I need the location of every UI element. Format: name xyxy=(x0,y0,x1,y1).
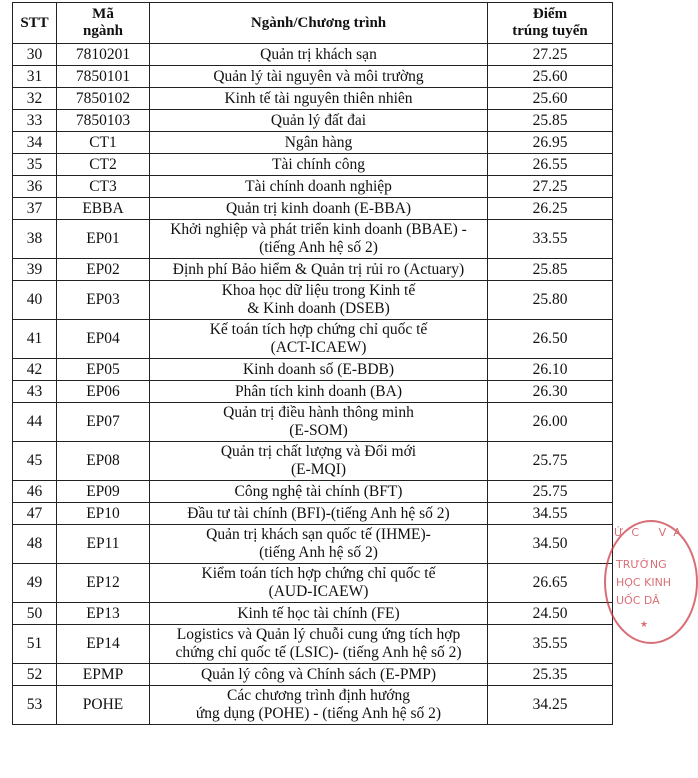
program-name-line: Khởi nghiệp và phát triển kinh doanh (BBAE) - xyxy=(170,221,467,238)
program-name-line: Quản trị khách sạn xyxy=(260,45,377,63)
program-name-line: Quản lý tài nguyên và môi trường xyxy=(213,67,424,85)
cell-stt: 32 xyxy=(13,88,57,110)
cell-code: 7810201 xyxy=(57,44,150,66)
table-row xyxy=(13,359,613,381)
program-name-line: Quản trị kinh doanh (E-BBA) xyxy=(225,199,412,217)
table-row xyxy=(13,442,613,481)
table-row xyxy=(13,503,613,525)
cell-code: EBBA xyxy=(57,198,150,220)
cell-code: EP01 xyxy=(57,220,150,259)
table-row xyxy=(13,88,613,110)
cell-program-name xyxy=(150,198,488,220)
cell-program-name xyxy=(150,259,488,281)
program-name-line: (ACT-ICAEW) xyxy=(270,339,367,356)
cell-program-name xyxy=(150,481,488,503)
cell-score: 26.55 xyxy=(488,154,613,176)
cell-score: 25.60 xyxy=(488,88,613,110)
cell-stt: 31 xyxy=(13,66,57,88)
cell-score: 26.50 xyxy=(488,320,613,359)
cell-score: 26.25 xyxy=(488,198,613,220)
program-name-line: Ngân hàng xyxy=(284,133,353,151)
cell-code: CT2 xyxy=(57,154,150,176)
cell-score: 26.10 xyxy=(488,359,613,381)
cell-program-name xyxy=(150,503,488,525)
table-row xyxy=(13,281,613,320)
program-name-line: Kinh tế học tài chính (FE) xyxy=(237,604,400,622)
cell-stt: 51 xyxy=(13,625,57,664)
program-name-line: Tài chính công xyxy=(272,155,365,173)
header-stt: STT xyxy=(13,3,57,44)
seal-line-2: HỌC KINH xyxy=(616,576,672,589)
cell-stt: 46 xyxy=(13,481,57,503)
table-row xyxy=(13,259,613,281)
seal-line-3: UỐC DÂ xyxy=(616,594,660,607)
cell-program-name xyxy=(150,110,488,132)
cell-stt: 30 xyxy=(13,44,57,66)
admission-score-table xyxy=(12,2,613,725)
header-code xyxy=(57,3,150,44)
program-name-line: (AUD-ICAEW) xyxy=(268,583,369,600)
cell-stt: 50 xyxy=(13,603,57,625)
cell-code: EP10 xyxy=(57,503,150,525)
cell-program-name xyxy=(150,320,488,359)
header-score-line2: trúng tuyển xyxy=(512,23,588,39)
header-row xyxy=(13,3,613,44)
cell-score: 27.25 xyxy=(488,44,613,66)
table-row xyxy=(13,66,613,88)
table-row xyxy=(13,198,613,220)
program-name-line: chứng chỉ quốc tế (LSIC)- (tiếng Anh hệ số 2) xyxy=(175,644,462,661)
header-code-line2: ngành xyxy=(82,23,124,39)
cell-score: 25.75 xyxy=(488,442,613,481)
program-name-line: Quản lý công và Chính sách (E-PMP) xyxy=(200,665,437,683)
cell-program-name xyxy=(150,603,488,625)
cell-program-name xyxy=(150,88,488,110)
cell-code: EP03 xyxy=(57,281,150,320)
cell-score: 34.50 xyxy=(488,525,613,564)
cell-score: 35.55 xyxy=(488,625,613,664)
table-row xyxy=(13,686,613,725)
cell-program-name xyxy=(150,403,488,442)
cell-stt: 33 xyxy=(13,110,57,132)
cell-stt: 34 xyxy=(13,132,57,154)
cell-score: 26.00 xyxy=(488,403,613,442)
cell-program-name xyxy=(150,381,488,403)
cell-program-name xyxy=(150,525,488,564)
cell-stt: 39 xyxy=(13,259,57,281)
cell-program-name xyxy=(150,44,488,66)
table-row xyxy=(13,381,613,403)
cell-stt: 47 xyxy=(13,503,57,525)
table-body xyxy=(13,44,613,725)
cell-code: CT3 xyxy=(57,176,150,198)
program-name-line: Phân tích kinh doanh (BA) xyxy=(234,382,403,400)
cell-stt: 53 xyxy=(13,686,57,725)
cell-stt: 38 xyxy=(13,220,57,259)
cell-score: 25.35 xyxy=(488,664,613,686)
program-name-line: Quản lý đất đai xyxy=(270,111,367,129)
header-code-line1: Mã xyxy=(92,6,114,22)
cell-score: 24.50 xyxy=(488,603,613,625)
header-program-name: Ngành/Chương trình xyxy=(150,3,488,44)
program-name-line: ứng dụng (POHE) - (tiếng Anh hệ số 2) xyxy=(195,705,442,722)
cell-score: 26.95 xyxy=(488,132,613,154)
cell-program-name xyxy=(150,664,488,686)
program-name-line: (tiếng Anh hệ số 2) xyxy=(259,544,378,561)
cell-score: 25.75 xyxy=(488,481,613,503)
cell-score: 34.55 xyxy=(488,503,613,525)
table-row xyxy=(13,176,613,198)
cell-code: EP13 xyxy=(57,603,150,625)
program-name-line: Quản trị điều hành thông minh xyxy=(223,404,414,421)
cell-stt: 52 xyxy=(13,664,57,686)
program-name-line: Kiểm toán tích hợp chứng chỉ quốc tế xyxy=(201,565,436,582)
header-score xyxy=(488,3,613,44)
cell-program-name xyxy=(150,625,488,664)
cell-stt: 41 xyxy=(13,320,57,359)
cell-score: 25.60 xyxy=(488,66,613,88)
cell-code: EP11 xyxy=(57,525,150,564)
university-seal-stamp xyxy=(604,520,698,644)
cell-score: 33.55 xyxy=(488,220,613,259)
table-header xyxy=(13,3,613,44)
cell-stt: 37 xyxy=(13,198,57,220)
program-name-line: Khoa học dữ liệu trong Kinh tế xyxy=(221,282,416,299)
program-name-line: Kinh tế tài nguyên thiên nhiên xyxy=(224,89,413,107)
program-name-line: Quản trị khách sạn quốc tế (IHME)- xyxy=(206,526,431,543)
cell-code: 7850103 xyxy=(57,110,150,132)
cell-program-name xyxy=(150,442,488,481)
cell-score: 25.85 xyxy=(488,259,613,281)
cell-score: 26.65 xyxy=(488,564,613,603)
cell-program-name xyxy=(150,154,488,176)
cell-stt: 49 xyxy=(13,564,57,603)
table-row xyxy=(13,403,613,442)
cell-code: EP09 xyxy=(57,481,150,503)
program-name-line: Logistics và Quản lý chuỗi cung ứng tích hợp xyxy=(176,626,461,643)
table-row xyxy=(13,154,613,176)
program-name-line: Công nghệ tài chính (BFT) xyxy=(234,482,403,500)
seal-star-icon: ★ xyxy=(640,620,649,630)
table-row xyxy=(13,132,613,154)
table-row xyxy=(13,603,613,625)
cell-program-name xyxy=(150,564,488,603)
cell-code: EP12 xyxy=(57,564,150,603)
cell-score: 25.80 xyxy=(488,281,613,320)
cell-stt: 42 xyxy=(13,359,57,381)
program-name-line: Kinh doanh số (E-BDB) xyxy=(242,360,395,378)
cell-stt: 36 xyxy=(13,176,57,198)
program-name-line: Các chương trình định hướng xyxy=(226,687,410,704)
cell-stt: 43 xyxy=(13,381,57,403)
cell-stt: 45 xyxy=(13,442,57,481)
cell-code: EP04 xyxy=(57,320,150,359)
table-row xyxy=(13,664,613,686)
seal-arc-text: ỨC VA xyxy=(614,526,689,539)
table-row xyxy=(13,44,613,66)
seal-line-1: TRƯỜNG xyxy=(616,558,667,571)
cell-code: 7850102 xyxy=(57,88,150,110)
cell-score: 34.25 xyxy=(488,686,613,725)
cell-code: EP02 xyxy=(57,259,150,281)
program-name-line: (E-SOM) xyxy=(289,422,348,439)
cell-stt: 40 xyxy=(13,281,57,320)
cell-stt: 48 xyxy=(13,525,57,564)
table-row xyxy=(13,481,613,503)
program-name-line: (E-MQI) xyxy=(290,461,347,478)
cell-code: 7850101 xyxy=(57,66,150,88)
program-name-line: Quản trị chất lượng và Đổi mới xyxy=(220,443,417,460)
cell-code: EP14 xyxy=(57,625,150,664)
cell-program-name xyxy=(150,281,488,320)
cell-program-name xyxy=(150,220,488,259)
header-score-line1: Điểm xyxy=(532,6,568,22)
cell-stt: 44 xyxy=(13,403,57,442)
cell-score: 26.30 xyxy=(488,381,613,403)
program-name-line: Định phí Bảo hiểm & Quản trị rủi ro (Actuary) xyxy=(172,260,465,278)
cell-program-name xyxy=(150,66,488,88)
program-name-line: Tài chính doanh nghiệp xyxy=(245,177,392,195)
program-name-line: & Kinh doanh (DSEB) xyxy=(247,300,390,317)
cell-code: EP06 xyxy=(57,381,150,403)
program-name-line: (tiếng Anh hệ số 2) xyxy=(259,239,378,256)
table-row xyxy=(13,220,613,259)
table-row xyxy=(13,320,613,359)
cell-code: POHE xyxy=(57,686,150,725)
cell-code: EP05 xyxy=(57,359,150,381)
program-name-line: Kế toán tích hợp chứng chỉ quốc tế xyxy=(209,321,428,338)
cell-code: EP07 xyxy=(57,403,150,442)
cell-score: 27.25 xyxy=(488,176,613,198)
cell-program-name xyxy=(150,132,488,154)
cell-program-name xyxy=(150,176,488,198)
table-row xyxy=(13,525,613,564)
table-row xyxy=(13,625,613,664)
program-name-line: Đầu tư tài chính (BFI)-(tiếng Anh hệ số 2) xyxy=(187,504,450,522)
cell-stt: 35 xyxy=(13,154,57,176)
cell-code: CT1 xyxy=(57,132,150,154)
cell-program-name xyxy=(150,359,488,381)
cell-program-name xyxy=(150,686,488,725)
table-row xyxy=(13,564,613,603)
table-row xyxy=(13,110,613,132)
document-sheet xyxy=(12,2,612,725)
cell-score: 25.85 xyxy=(488,110,613,132)
cell-code: EP08 xyxy=(57,442,150,481)
cell-code: EPMP xyxy=(57,664,150,686)
